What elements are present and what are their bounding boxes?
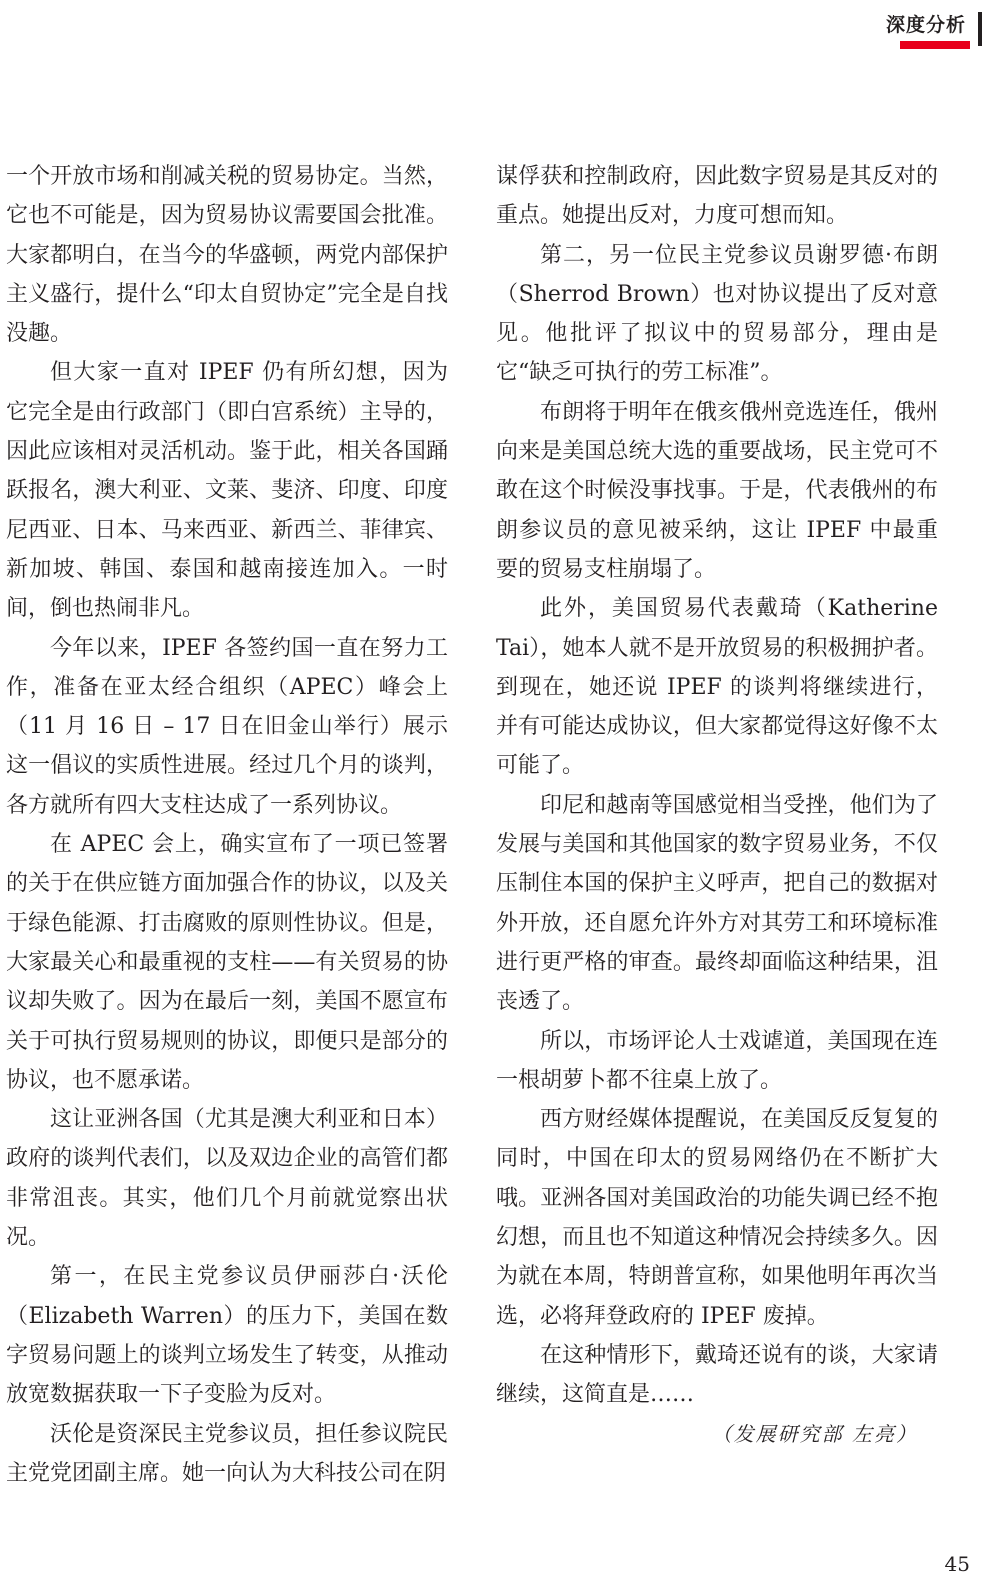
section-accent-bar [900, 41, 970, 49]
left-column [6, 157, 448, 1493]
paragraph: 布朗将于明年在俄亥俄州竞选连任，俄州向来是美国总统大选的重要战场，民主党可不敢在这个时候没事找事。于是，代表俄州的布朗参议员的意见被采纳，这让 IPEF 中最重要的贸易支柱崩塌了。 [496, 399, 938, 582]
paragraph: 谋俘获和控制政府，因此数字贸易是其反对的重点。她提出反对，力度可想而知。 [496, 164, 938, 229]
paragraph: 但大家一直对 IPEF 仍有所幻想，因为它完全是由行政部门（即白宫系统）主导的，因此应该相对灵活机动。鉴于此，相关各国踊跃报名，澳大利亚、文莱、斐济、印度、印度尼西亚、日本、马来西亚、新西兰、菲律宾、新加坡、韩国、泰国和越南接连加入。一时间，倒也热闹非凡。 [6, 360, 448, 622]
right-column [496, 157, 938, 1454]
paragraph: 在这种情形下，戴琦还说有的谈，大家请继续，这简直是…… [496, 1342, 938, 1408]
paragraph: 所以，市场评论人士戏谑道，美国现在连一根胡萝卜都不往桌上放了。 [496, 1028, 938, 1093]
paragraph: 第二，另一位民主党参议员谢罗德·布朗（Sherrod Brown）也对协议提出了反对意见。他批评了拟议中的贸易部分，理由是它“缺乏可执行的劳工标准”。 [496, 242, 938, 386]
paragraph: 这让亚洲各国（尤其是澳大利亚和日本）政府的谈判代表们，以及双边企业的高管们都非常沮丧。其实，他们几个月前就觉察出状况。 [6, 1107, 448, 1251]
section-header [886, 10, 970, 49]
section-title: 深度分析 [885, 14, 966, 36]
page-number: 45 [944, 1552, 970, 1576]
paragraph: 今年以来，IPEF 各签约国一直在努力工作，准备在亚太经合组织（APEC）峰会上（11 月 16 日 – 17 日在旧金山举行）展示这一倡议的实质性进展。经过几个月的谈判，各方就所有四大支柱达成了一系列协议。 [6, 635, 448, 818]
header-divider [978, 12, 982, 46]
paragraph: 西方财经媒体提醒说，在美国反反复复的同时，中国在印太的贸易网络仍在不断扩大哦。亚洲各国对美国政治的功能失调已经不抱幻想，而且也不知道这种情况会持续多久。因为就在本周，特朗普宣称，如果他明年再次当选，必将拜登政府的 IPEF 废掉。 [496, 1107, 938, 1329]
paragraph: 第一，在民主党参议员伊丽莎白·沃伦（Elizabeth Warren）的压力下，美国在数字贸易问题上的谈判立场发生了转变，从推动放宽数据获取一下子变脸为反对。 [6, 1264, 448, 1408]
paragraph: 印尼和越南等国感觉相当受挫，他们为了发展与美国和其他国家的数字贸易业务，不仅压制住本国的保护主义呼声，把自己的数据对外开放，还自愿允许外方对其劳工和环境标准进行更严格的审查。最终却面临这种结果，沮丧透了。 [496, 792, 938, 1015]
paragraph: 在 APEC 会上，确实宣布了一项已签署的关于在供应链方面加强合作的协议，以及关于绿色能源、打击腐败的原则性协议。但是，大家最关心和最重视的支柱——有关贸易的协议却失败了。因为在最后一刻，美国不愿宣布关于可执行贸易规则的协议，即便只是部分的协议，也不愿承诺。 [6, 832, 448, 1093]
paragraph: 沃伦是资深民主党参议员，担任参议院民主党党团副主席。她一向认为大科技公司在阴 [6, 1421, 448, 1486]
paragraph: 此外，美国贸易代表戴琦（Katherine Tai），她本人就不是开放贸易的积极拥护者。到现在，她还说 IPEF 的谈判将继续进行，并有可能达成协议，但大家都觉得这好像不太可能了。 [496, 596, 938, 779]
paragraph: 一个开放市场和削减关税的贸易协定。当然，它也不可能是，因为贸易协议需要国会批准。大家都明白，在当今的华盛顿，两党内部保护主义盛行，提什么“印太自贸协定”完全是自找没趣。 [6, 164, 448, 347]
author-byline: （发展研究部 左亮） [711, 1421, 918, 1446]
